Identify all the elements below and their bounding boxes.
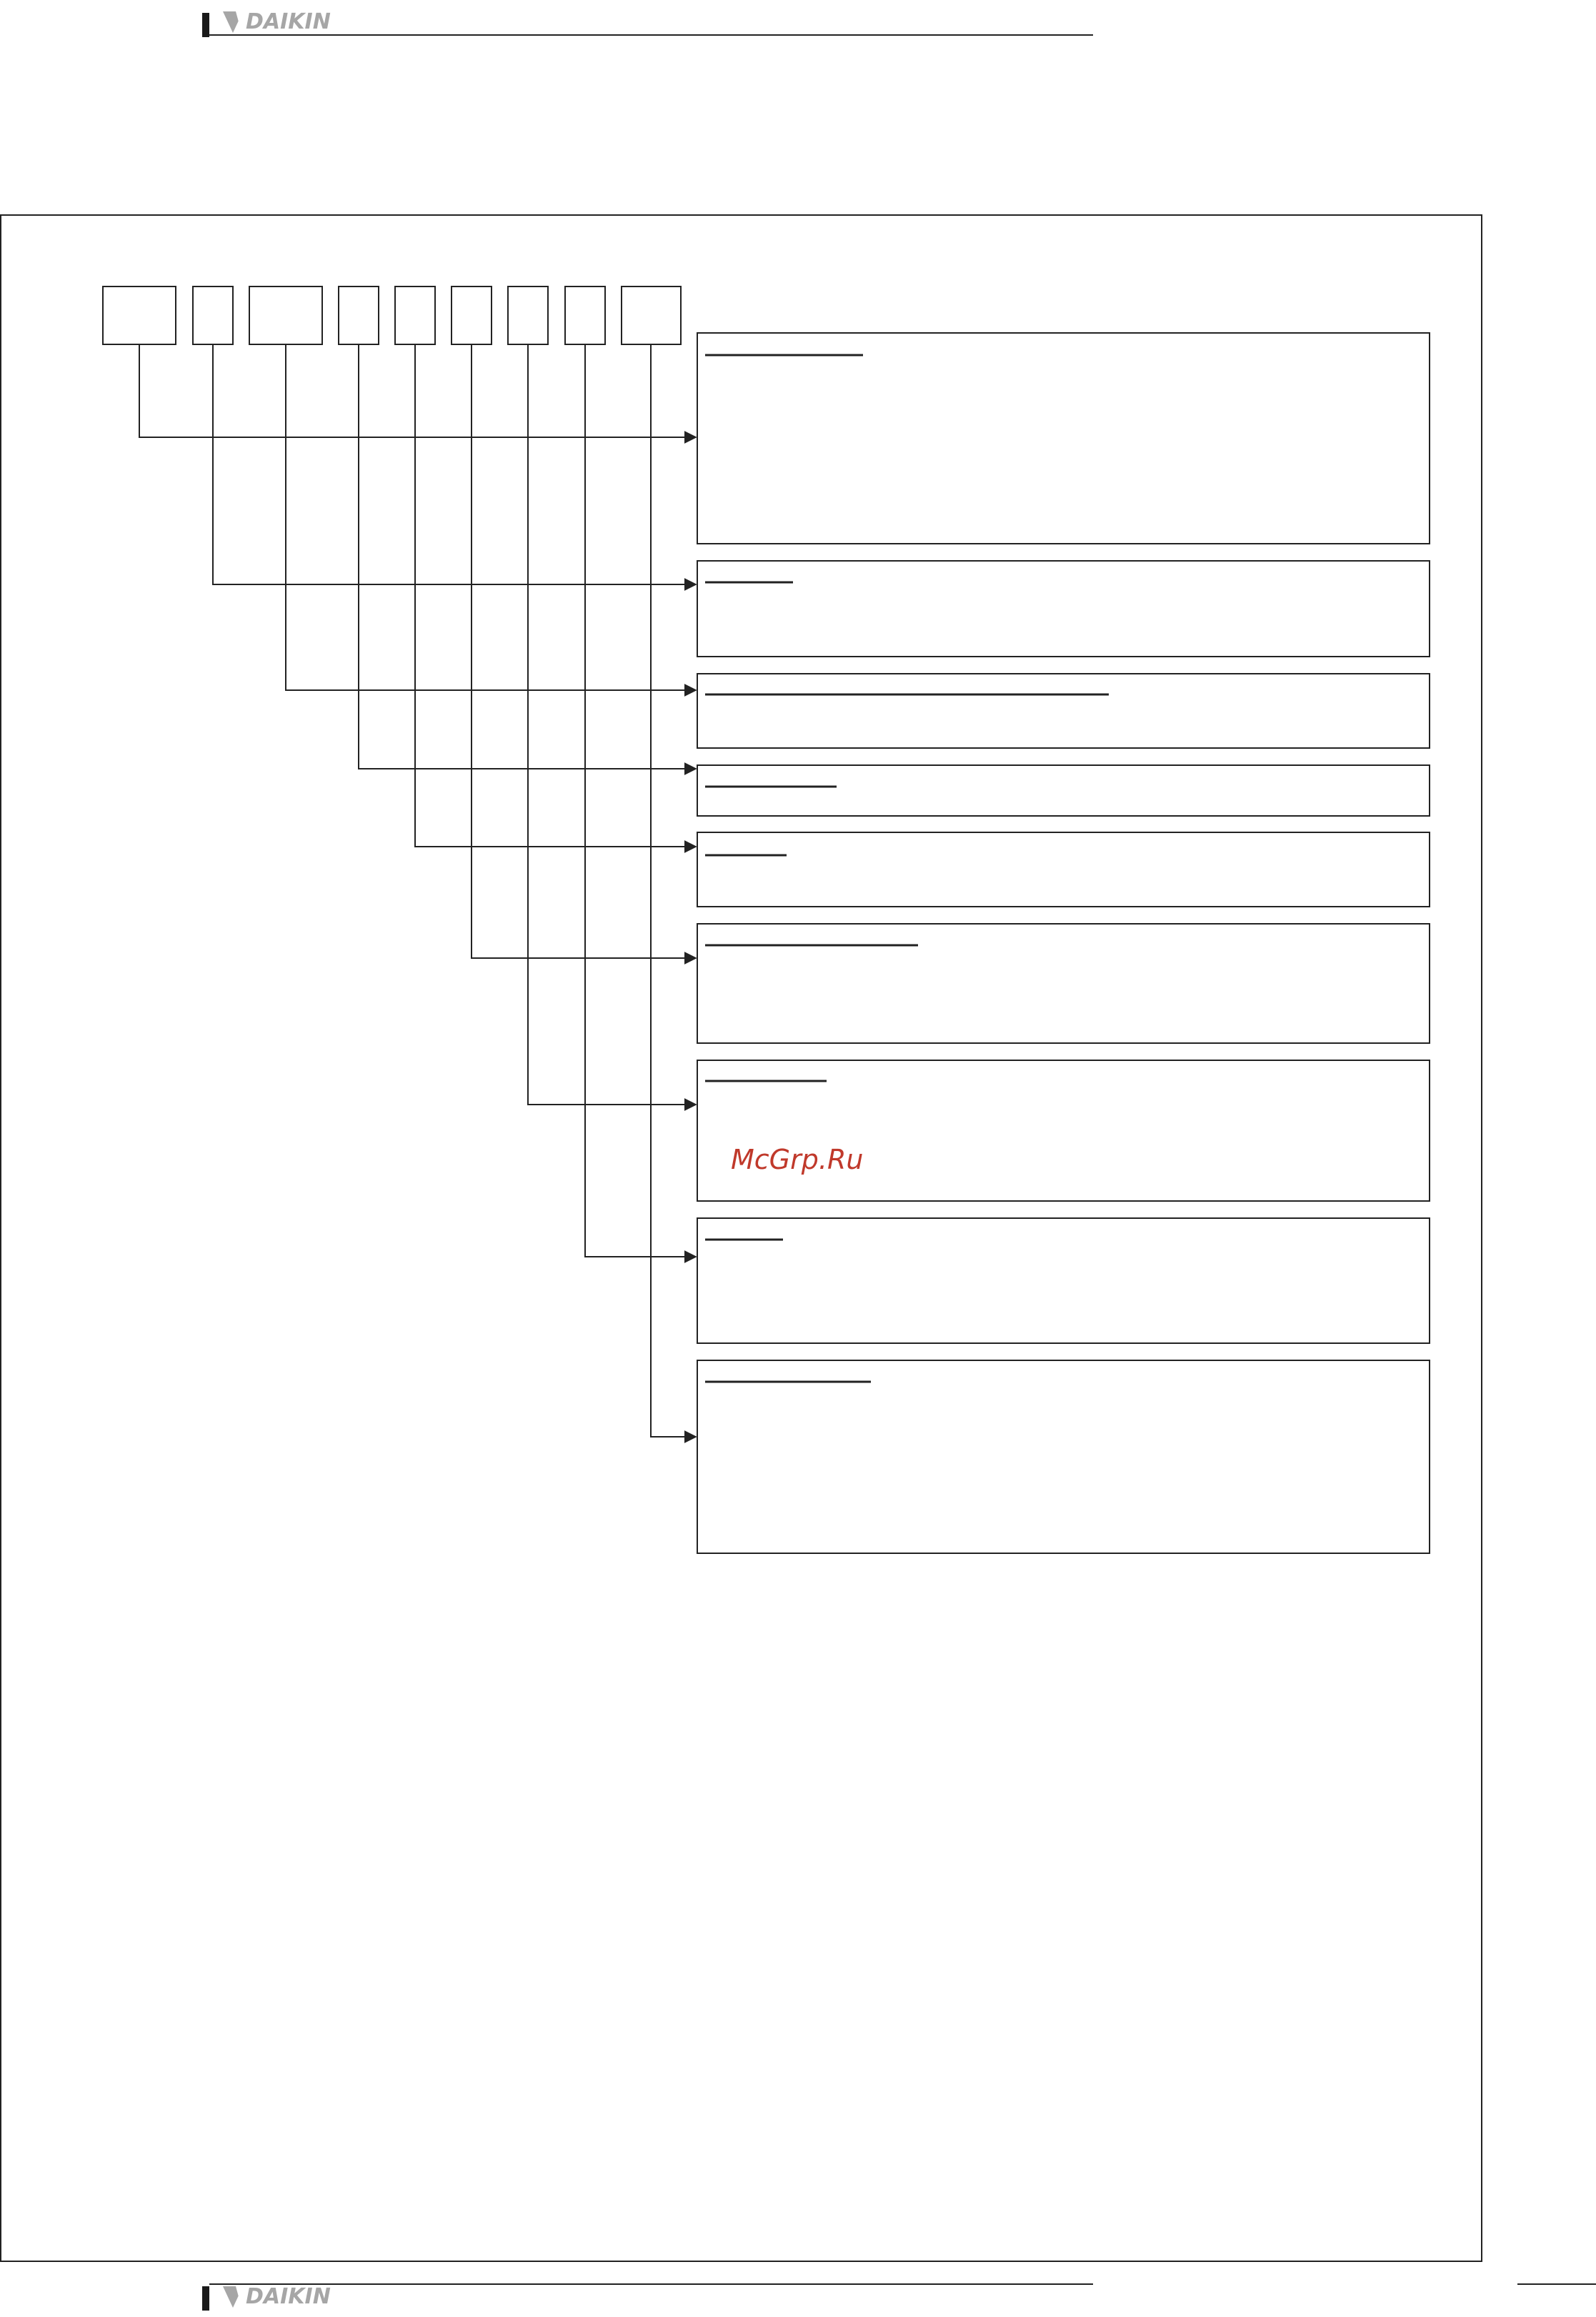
connector-3 bbox=[286, 344, 696, 690]
description-boxes bbox=[697, 333, 1430, 1553]
brand-name-top: DAIKIN bbox=[246, 9, 331, 34]
description-box-2 bbox=[697, 561, 1430, 657]
description-box-5 bbox=[697, 832, 1430, 907]
footer-bottom bbox=[202, 2284, 1596, 2311]
daikin-logo-icon-bottom bbox=[223, 2286, 247, 2308]
connector-6 bbox=[472, 344, 696, 958]
code-segments bbox=[103, 286, 681, 344]
code-segment-6 bbox=[452, 286, 492, 344]
code-segment-5 bbox=[395, 286, 435, 344]
connector-9 bbox=[651, 344, 696, 1437]
code-segment-3 bbox=[249, 286, 322, 344]
description-box-9 bbox=[697, 1360, 1430, 1553]
header-top bbox=[202, 9, 1093, 37]
header-bar bbox=[202, 13, 209, 37]
description-box-8 bbox=[697, 1218, 1430, 1343]
watermark-text: McGrp.Ru bbox=[731, 1144, 864, 1175]
code-segment-7 bbox=[508, 286, 548, 344]
description-box-4 bbox=[697, 765, 1430, 816]
description-box-1 bbox=[697, 333, 1430, 544]
footer-bar bbox=[202, 2286, 209, 2311]
code-segment-2 bbox=[193, 286, 233, 344]
connectors bbox=[139, 344, 696, 1437]
description-box-3 bbox=[697, 674, 1430, 748]
code-segment-9 bbox=[622, 286, 681, 344]
brand-name-bottom: DAIKIN bbox=[246, 2284, 331, 2309]
code-segment-1 bbox=[103, 286, 176, 344]
connector-5 bbox=[415, 344, 696, 847]
connector-8 bbox=[585, 344, 696, 1257]
connector-7 bbox=[528, 344, 696, 1105]
daikin-logo-icon bbox=[223, 11, 247, 33]
connector-1 bbox=[139, 344, 696, 437]
code-segment-8 bbox=[565, 286, 605, 344]
description-box-6 bbox=[697, 924, 1430, 1043]
code-segment-4 bbox=[339, 286, 379, 344]
